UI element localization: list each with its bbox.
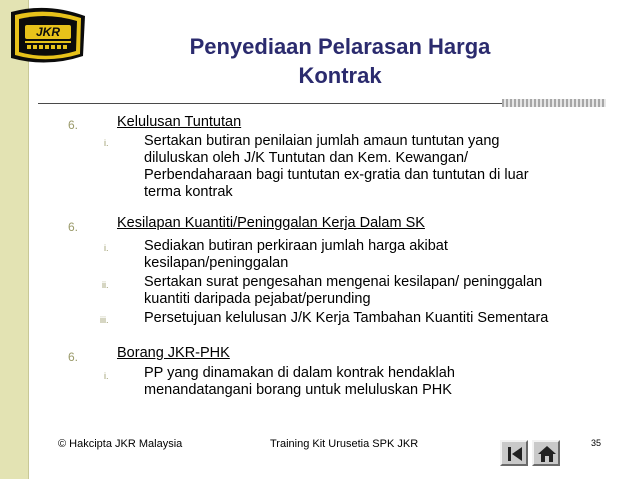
- item-text: [144, 274, 604, 308]
- item-text-line: Sertakan surat pengesahan mengenai kesilapan/ peninggalan: [144, 274, 543, 290]
- item-text-line: diluluskan oleh J/K Tuntutan dan Kem. Kewangan/: [144, 150, 469, 166]
- item-number: i.: [104, 138, 109, 148]
- section-number: 6.: [68, 220, 79, 234]
- item-number: i.: [104, 371, 109, 381]
- logo-text: JKR: [35, 25, 61, 39]
- page-number: 35: [591, 438, 602, 448]
- footer-title: Training Kit Urusetia SPK JKR: [270, 438, 419, 450]
- home-icon: [537, 444, 557, 464]
- item-text-line: PP yang dinamakan di dalam kontrak hendaklah: [144, 365, 455, 381]
- item-text-line: terma kontrak: [144, 184, 233, 200]
- previous-slide-icon: [505, 444, 525, 464]
- item-text-line: Sediakan butiran perkiraan jumlah harga akibat: [144, 238, 448, 254]
- section-title: Kesilapan Kuantiti/Peninggalan Kerja Dalam SK: [117, 215, 425, 231]
- item-text-line: Persetujuan kelulusan J/K Kerja Tambahan Kuantiti Sementara: [144, 310, 549, 326]
- section-title: Kelulusan Tuntutan: [117, 114, 242, 130]
- item-text-line: Perbendaharaan bagi tuntutan ex-gratia dan tuntutan di luar: [144, 167, 529, 183]
- slide-title-line2: Kontrak: [298, 63, 382, 88]
- home-button[interactable]: [532, 440, 560, 466]
- item-number: ii.: [102, 280, 109, 290]
- slide-title-line1: Penyediaan Pelarasan Harga: [189, 34, 491, 59]
- section-number: 6.: [68, 118, 79, 132]
- item-text-line: kuantiti daripada pejabat/perunding: [144, 291, 371, 307]
- section-number: 6.: [68, 350, 79, 364]
- item-text: [144, 238, 604, 272]
- item-number: i.: [104, 243, 109, 253]
- item-number: iii.: [100, 315, 109, 325]
- item-text: [144, 310, 604, 327]
- previous-slide-button[interactable]: [500, 440, 528, 466]
- section-title: Borang JKR-PHK: [117, 345, 230, 361]
- footer-copyright: © Hakcipta JKR Malaysia: [58, 438, 183, 450]
- item-text: [144, 365, 604, 399]
- item-text: [144, 133, 604, 201]
- item-text-line: Sertakan butiran penilaian jumlah amaun tuntutan yang: [144, 133, 500, 149]
- item-text-line: menandatangani borang untuk meluluskan PHK: [144, 382, 452, 398]
- item-text-line: kesilapan/peninggalan: [144, 255, 289, 271]
